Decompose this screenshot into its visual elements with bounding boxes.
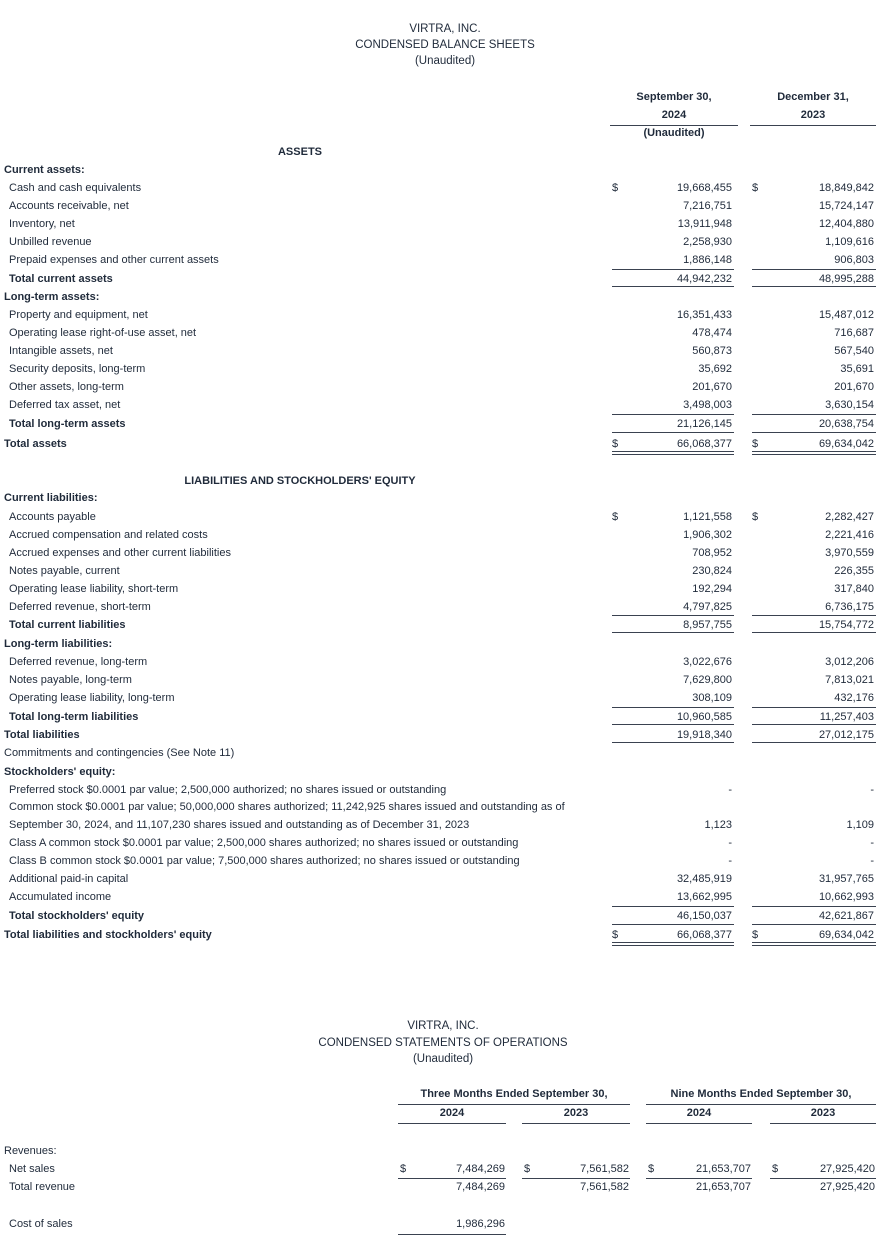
row-label: Commitments and contingencies (See Note 11) xyxy=(4,747,235,759)
dollar-sign: $ xyxy=(752,929,759,941)
value-dec-31-2023: 42,621,867 xyxy=(818,910,874,922)
ops-9m-2023-rule xyxy=(770,1123,876,1124)
value-dec-31-2023: 20,638,754 xyxy=(818,418,874,430)
value-sep-30-2024: - xyxy=(728,784,732,796)
rule-total-assets-c2 xyxy=(752,451,876,455)
value-dec-31-2023: 2,282,427 xyxy=(825,511,874,523)
row-label: Other assets, long-term xyxy=(9,381,124,393)
value-sep-30-2024: 7,216,751 xyxy=(683,200,732,212)
row-label: Accrued expenses and other current liabilities xyxy=(9,547,231,559)
value-sep-30-2024: - xyxy=(728,855,732,867)
value-sep-30-2024: 35,692 xyxy=(698,363,732,375)
value-dec-31-2023: 6,736,175 xyxy=(825,601,874,613)
ops-title: CONDENSED STATEMENTS OF OPERATIONS xyxy=(318,1037,568,1049)
cost-of-sales-3m-2024: 1,986,296 xyxy=(456,1218,505,1230)
row-label: Notes payable, current xyxy=(9,565,120,577)
value-dec-31-2023: 35,691 xyxy=(840,363,874,375)
value-sep-30-2024: 21,126,145 xyxy=(676,418,732,430)
value-dec-31-2023: 31,957,765 xyxy=(818,873,874,885)
total-revenue-3m-2024: 7,484,269 xyxy=(456,1181,505,1193)
rule-total-liab-equity-c2 xyxy=(752,942,876,946)
net-sales-label: Net sales xyxy=(9,1163,55,1175)
row-label: Prepaid expenses and other current assets xyxy=(9,254,219,266)
col1-header-year: 2024 xyxy=(661,109,687,121)
row-label: Accounts receivable, net xyxy=(9,200,129,212)
col2-header-year: 2023 xyxy=(800,109,826,121)
rule-current-liab-bottom-c1 xyxy=(612,632,734,633)
rule-lt-assets-c1 xyxy=(612,414,734,415)
value-sep-30-2024: 308,109 xyxy=(692,692,732,704)
value-sep-30-2024: 1,123 xyxy=(704,819,732,831)
ops-unaudited-label: (Unaudited) xyxy=(412,1053,474,1065)
rule-lt-assets-bottom-c2 xyxy=(752,432,876,433)
row-label: Operating lease right-of-use asset, net xyxy=(9,327,197,339)
rule-net-sales-9m-2023 xyxy=(770,1178,876,1179)
col1-header-rule xyxy=(610,125,738,126)
row-label: Operating lease liability, long-term xyxy=(9,692,175,704)
value-sep-30-2024: 1,886,148 xyxy=(683,254,732,266)
rule-equity-bottom-c2 xyxy=(752,924,876,925)
dollar-sign: $ xyxy=(612,182,619,194)
balance-sheet-title: CONDENSED BALANCE SHEETS xyxy=(355,39,535,51)
row-label: Security deposits, long-term xyxy=(9,363,146,375)
total-revenue-label: Total revenue xyxy=(9,1181,76,1193)
ops-company-name: VIRTRA, INC. xyxy=(407,1020,479,1032)
value-sep-30-2024: 19,918,340 xyxy=(676,729,732,741)
value-sep-30-2024: 4,797,825 xyxy=(683,601,732,613)
dollar-sign: $ xyxy=(752,438,759,450)
rule-equity-c1 xyxy=(612,906,734,907)
row-label: Total long-term assets xyxy=(9,418,126,430)
nine-months-rule xyxy=(646,1104,876,1105)
net-sales-3m-2023: 7,561,582 xyxy=(580,1163,629,1175)
value-dec-31-2023: 48,995,288 xyxy=(818,273,874,285)
rule-current-liab-c2 xyxy=(752,615,876,616)
total-revenue-9m-2024: 21,653,707 xyxy=(695,1181,751,1193)
ops-3m-2023-header: 2023 xyxy=(563,1107,589,1119)
value-dec-31-2023: 906,803 xyxy=(834,254,874,266)
row-label: Total liabilities and stockholders' equity xyxy=(4,929,212,941)
value-sep-30-2024: 478,474 xyxy=(692,327,732,339)
row-label: Common stock $0.0001 par value; 50,000,000 shares authorized; 11,242,925 shares issued and outstanding as of xyxy=(9,801,565,813)
value-sep-30-2024: 46,150,037 xyxy=(676,910,732,922)
dollar-sign: $ xyxy=(612,929,619,941)
value-dec-31-2023: 27,012,175 xyxy=(818,729,874,741)
rule-net-sales-9m-2024 xyxy=(646,1178,752,1179)
rule-lt-liab-c2 xyxy=(752,707,876,708)
rule-total-assets-c1 xyxy=(612,451,734,455)
row-label: Property and equipment, net xyxy=(9,309,148,321)
section-heading: Stockholders' equity: xyxy=(4,766,116,778)
rule-lt-liab-bottom-c1 xyxy=(612,724,734,725)
value-dec-31-2023: 10,662,993 xyxy=(818,891,874,903)
value-sep-30-2024: 8,957,755 xyxy=(683,619,732,631)
value-dec-31-2023: 432,176 xyxy=(834,692,874,704)
value-dec-31-2023: 18,849,842 xyxy=(818,182,874,194)
dollar-sign: $ xyxy=(400,1163,407,1175)
section-heading: Current liabilities: xyxy=(4,492,98,504)
row-label: Additional paid-in capital xyxy=(9,873,129,885)
value-sep-30-2024: 560,873 xyxy=(692,345,732,357)
rule-lt-assets-bottom-c1 xyxy=(612,432,734,433)
value-sep-30-2024: 66,068,377 xyxy=(676,438,732,450)
value-dec-31-2023: 201,670 xyxy=(834,381,874,393)
rule-current-assets-bottom-c2 xyxy=(752,286,876,287)
value-sep-30-2024: 10,960,585 xyxy=(676,711,732,723)
rule-current-assets-c2 xyxy=(752,269,876,270)
value-sep-30-2024: 16,351,433 xyxy=(676,309,732,321)
col1-header-unaudited: (Unaudited) xyxy=(643,127,705,139)
value-dec-31-2023: 69,634,042 xyxy=(818,929,874,941)
ops-3m-2024-rule xyxy=(398,1123,506,1124)
value-sep-30-2024: 7,629,800 xyxy=(683,674,732,686)
section-heading: Long-term liabilities: xyxy=(4,638,113,650)
value-dec-31-2023: 3,630,154 xyxy=(825,399,874,411)
rule-equity-bottom-c1 xyxy=(612,924,734,925)
ops-3m-2024-header: 2024 xyxy=(439,1107,465,1119)
row-label: Preferred stock $0.0001 par value; 2,500,000 authorized; no shares issued or outstanding xyxy=(9,784,447,796)
row-label: Intangible assets, net xyxy=(9,345,113,357)
value-sep-30-2024: 230,824 xyxy=(692,565,732,577)
rule-net-sales-3m-2023 xyxy=(522,1178,630,1179)
rule-total-liab-c1 xyxy=(612,742,734,743)
value-dec-31-2023: 15,724,147 xyxy=(818,200,874,212)
row-label: Deferred tax asset, net xyxy=(9,399,121,411)
row-label: Total long-term liabilities xyxy=(9,711,139,723)
assets-heading: ASSETS xyxy=(277,146,322,158)
value-dec-31-2023: 2,221,416 xyxy=(825,529,874,541)
row-label: Unbilled revenue xyxy=(9,236,92,248)
value-sep-30-2024: 13,662,995 xyxy=(676,891,732,903)
value-sep-30-2024: 13,911,948 xyxy=(677,218,732,230)
value-sep-30-2024: 44,942,232 xyxy=(676,273,732,285)
value-dec-31-2023: 3,012,206 xyxy=(825,656,874,668)
row-label: Notes payable, long-term xyxy=(9,674,132,686)
dollar-sign: $ xyxy=(612,438,619,450)
row-label: Total assets xyxy=(4,438,67,450)
rule-cost-of-sales-3m-2024 xyxy=(398,1234,506,1235)
value-dec-31-2023: 15,754,772 xyxy=(818,619,874,631)
nine-months-header: Nine Months Ended September 30, xyxy=(670,1088,852,1100)
rule-equity-c2 xyxy=(752,906,876,907)
value-dec-31-2023: 567,540 xyxy=(834,345,874,357)
row-label: Total current liabilities xyxy=(9,619,126,631)
ops-3m-2023-rule xyxy=(522,1123,630,1124)
value-dec-31-2023: 1,109,616 xyxy=(825,236,874,248)
value-sep-30-2024: 2,258,930 xyxy=(683,236,732,248)
dollar-sign: $ xyxy=(612,511,619,523)
value-dec-31-2023: - xyxy=(870,784,874,796)
dollar-sign: $ xyxy=(772,1163,779,1175)
company-name: VIRTRA, INC. xyxy=(409,23,481,35)
value-dec-31-2023: 15,487,012 xyxy=(818,309,874,321)
value-dec-31-2023: - xyxy=(870,837,874,849)
value-dec-31-2023: 716,687 xyxy=(834,327,874,339)
net-sales-9m-2023: 27,925,420 xyxy=(819,1163,875,1175)
value-dec-31-2023: 1,109 xyxy=(846,819,874,831)
value-dec-31-2023: 11,257,403 xyxy=(819,711,874,723)
liabilities-heading: LIABILITIES AND STOCKHOLDERS' EQUITY xyxy=(184,475,416,487)
value-sep-30-2024: 1,121,558 xyxy=(683,511,732,523)
row-label: Inventory, net xyxy=(9,218,75,230)
dollar-sign: $ xyxy=(752,182,759,194)
dollar-sign: $ xyxy=(524,1163,531,1175)
ops-9m-2024-header: 2024 xyxy=(686,1107,712,1119)
value-dec-31-2023: 69,634,042 xyxy=(818,438,874,450)
three-months-header: Three Months Ended September 30, xyxy=(420,1088,608,1100)
row-label: Total liabilities xyxy=(4,729,80,741)
section-heading: Current assets: xyxy=(4,164,85,176)
row-label: Total current assets xyxy=(9,273,113,285)
value-sep-30-2024: 201,670 xyxy=(692,381,732,393)
row-label: Accrued compensation and related costs xyxy=(9,529,208,541)
col2-header-rule xyxy=(750,125,876,126)
value-sep-30-2024: 3,498,003 xyxy=(683,399,732,411)
value-sep-30-2024: 19,668,455 xyxy=(676,182,732,194)
row-label: Class A common stock $0.0001 par value; 2,500,000 shares authorized; no shares issued or outstanding xyxy=(9,837,519,849)
col2-header-date: December 31, xyxy=(777,91,849,103)
unaudited-label: (Unaudited) xyxy=(414,55,476,67)
value-dec-31-2023: 317,840 xyxy=(834,583,874,595)
total-revenue-9m-2023: 27,925,420 xyxy=(819,1181,875,1193)
rule-lt-liab-c1 xyxy=(612,707,734,708)
rule-current-assets-c1 xyxy=(612,269,734,270)
value-sep-30-2024: 66,068,377 xyxy=(676,929,732,941)
row-label: Deferred revenue, long-term xyxy=(9,656,148,668)
dollar-sign: $ xyxy=(648,1163,655,1175)
value-sep-30-2024: 32,485,919 xyxy=(676,873,732,885)
dollar-sign: $ xyxy=(752,511,759,523)
row-label: Cash and cash equivalents xyxy=(9,182,142,194)
rule-net-sales-3m-2024 xyxy=(398,1178,506,1179)
cost-of-sales-label: Cost of sales xyxy=(9,1218,73,1230)
rule-current-assets-bottom-c1 xyxy=(612,286,734,287)
value-dec-31-2023: 226,355 xyxy=(834,565,874,577)
rule-total-liab-c2 xyxy=(752,742,876,743)
rule-current-liab-bottom-c2 xyxy=(752,632,876,633)
value-sep-30-2024: 708,952 xyxy=(692,547,732,559)
col1-header-date: September 30, xyxy=(636,91,712,103)
row-label: Accounts payable xyxy=(9,511,96,523)
value-dec-31-2023: - xyxy=(870,855,874,867)
value-dec-31-2023: 12,404,880 xyxy=(818,218,874,230)
section-heading: Long-term assets: xyxy=(4,291,100,303)
row-label: Class B common stock $0.0001 par value; 7,500,000 shares authorized; no shares issued or outstanding xyxy=(9,855,520,867)
value-dec-31-2023: 7,813,021 xyxy=(825,674,874,686)
revenues-label: Revenues: xyxy=(4,1145,57,1157)
rule-current-liab-c1 xyxy=(612,615,734,616)
rule-lt-liab-bottom-c2 xyxy=(752,724,876,725)
row-label: September 30, 2024, and 11,107,230 shares issued and outstanding as of December 31, 2023 xyxy=(9,819,470,831)
rule-lt-assets-c2 xyxy=(752,414,876,415)
value-sep-30-2024: 3,022,676 xyxy=(683,656,732,668)
row-label: Accumulated income xyxy=(9,891,112,903)
ops-9m-2024-rule xyxy=(646,1123,752,1124)
value-dec-31-2023: 3,970,559 xyxy=(825,547,874,559)
value-sep-30-2024: 192,294 xyxy=(692,583,732,595)
row-label: Total stockholders' equity xyxy=(9,910,145,922)
net-sales-9m-2024: 21,653,707 xyxy=(695,1163,751,1175)
rule-total-liab-equity-c1 xyxy=(612,942,734,946)
value-sep-30-2024: - xyxy=(728,837,732,849)
three-months-rule xyxy=(398,1104,630,1105)
ops-9m-2023-header: 2023 xyxy=(810,1107,836,1119)
value-sep-30-2024: 1,906,302 xyxy=(683,529,732,541)
total-revenue-3m-2023: 7,561,582 xyxy=(580,1181,629,1193)
row-label: Deferred revenue, short-term xyxy=(9,601,151,613)
net-sales-3m-2024: 7,484,269 xyxy=(456,1163,505,1175)
row-label: Operating lease liability, short-term xyxy=(9,583,179,595)
